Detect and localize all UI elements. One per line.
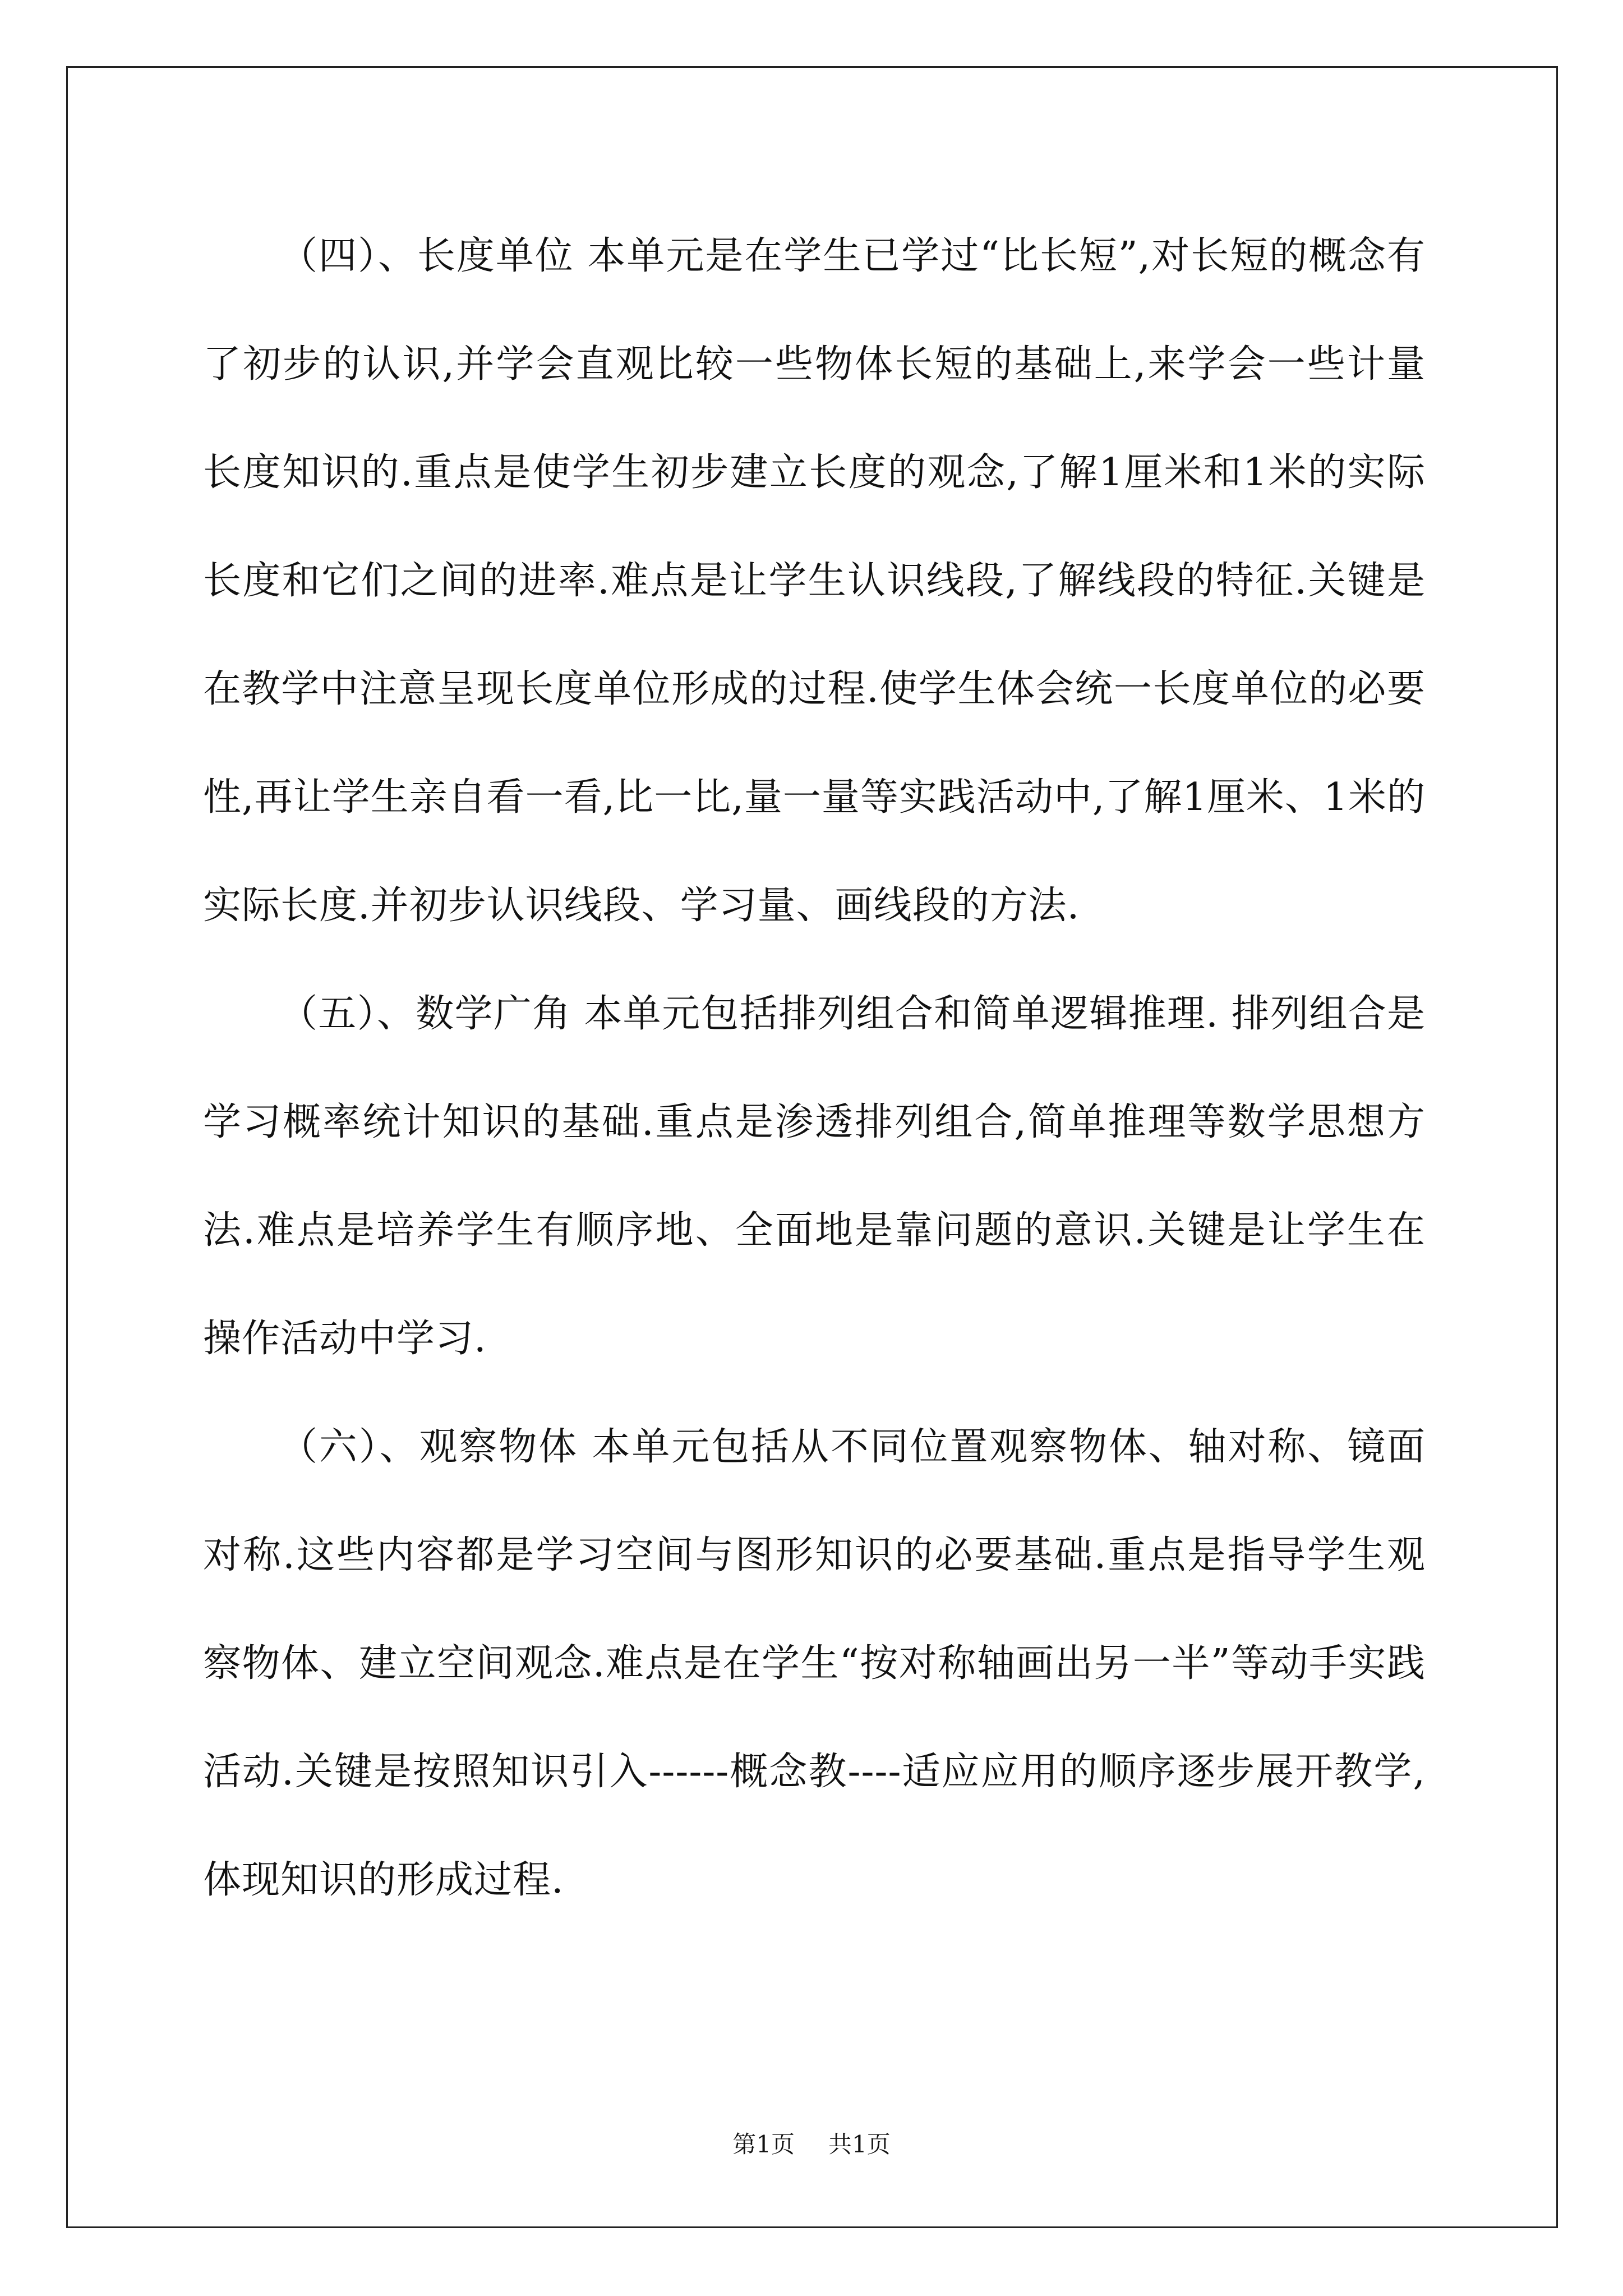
page-number: 第1页 [732,2131,795,2158]
page-total: 共1页 [828,2131,891,2158]
paragraph-math-corner: （五）、数学广角 本单元包括排列组合和简单逻辑推理. 排列组合是学习概率统计知识的基础.重点是渗透排列组合,简单推理等数学思想方法.难点是培养学生有顺序地、全面地是靠问题的意识.关键是让学生在操作活动中学习. [203,992,1426,1361]
page-footer [0,2126,1623,2160]
paragraph-length-units: （四）、长度单位 本单元是在学生已学过“比长短”,对长短的概念有了初步的认识,并学会直观比较一些物体长短的基础上,来学会一些计量长度知识的.重点是使学生初步建立长度的观念,了解1厘米和1米的实际长度和它们之间的进率.难点是让学生认识线段,了解线段的特征.关键是在教学中注意呈现长度单位形成的过程.使学生体会统一长度单位的必要性,再让学生亲自看一看,比一比,量一量等实践活动中,了解1厘米、1米的实际长度.并初步认识线段、学习量、画线段的方法. [203,234,1426,928]
document-body [203,202,1426,1934]
paragraph-observe-objects: （六）、观察物体 本单元包括从不同位置观察物体、轴对称、镜面对称.这些内容都是学习空间与图形知识的必要基础.重点是指导学生观察物体、建立空间观念.难点是在学生“按对称轴画出另一半”等动手实践活动.关键是按照知识引入------概念教----适应应用的顺序逐步展开教学,体现知识的形成过程. [203,1425,1426,1902]
